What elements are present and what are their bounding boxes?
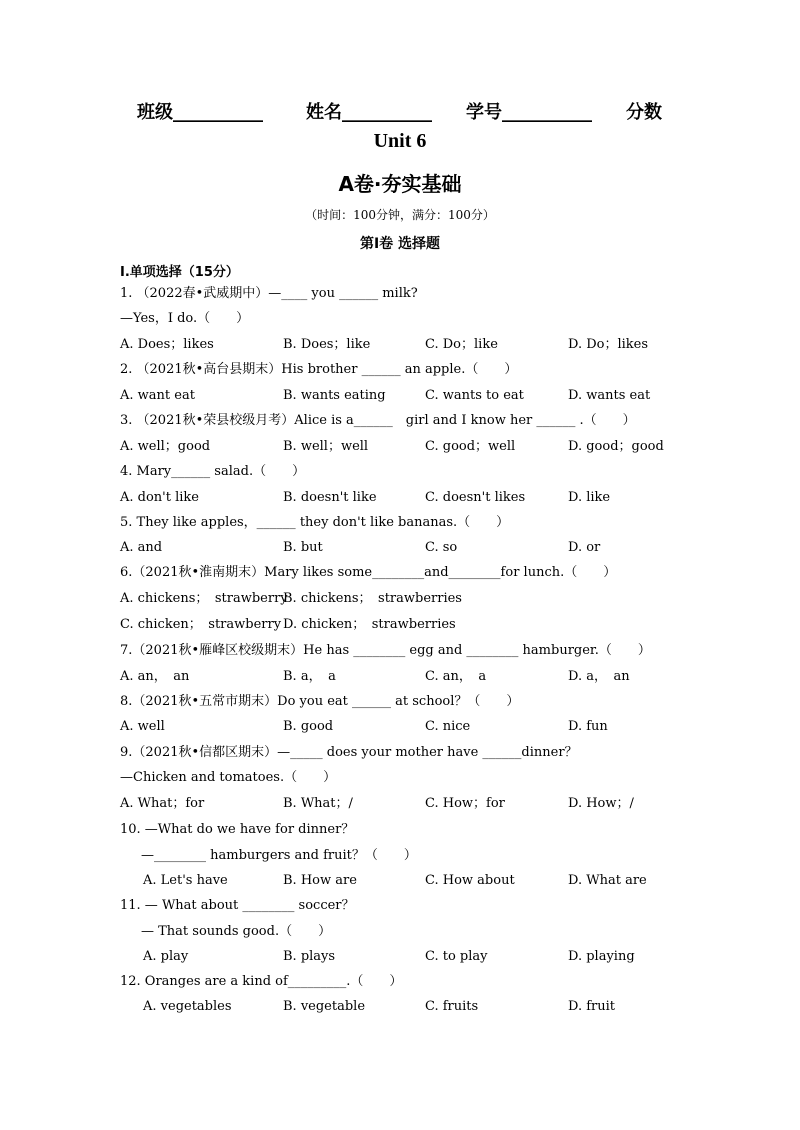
question-10-option-d[interactable]: D. What are [568, 873, 647, 888]
question-7-stem: 7.（2021秋•雁峰区校级期末）He has ________ egg and ________ hamburger.（ ） [120, 643, 651, 658]
question-11-option-d[interactable]: D. playing [568, 949, 635, 964]
question-2-option-a[interactable]: A. want eat [120, 388, 195, 403]
question-12-option-a[interactable]: A. vegetables [143, 999, 232, 1014]
name-field: 姓名__________ [306, 102, 432, 123]
question-8-stem: 8.（2021秋•五常市期末）Do you eat ______ at school？（ ） [120, 694, 520, 709]
question-1-stem: —Yes，I do.（ ） [120, 311, 250, 326]
question-1-option-b[interactable]: B. Does；like [283, 337, 371, 352]
class-field: 班级__________ [137, 102, 263, 123]
question-3-option-d[interactable]: D. good；good [568, 439, 664, 454]
question-1-option-a[interactable]: A. Does；likes [120, 337, 214, 352]
question-7-option-b[interactable]: B. a， a [283, 669, 336, 684]
question-3-stem: 3. （2021秋•荣县校级月考）Alice is a______ girl and I know her ______ .（ ） [120, 413, 636, 428]
question-6-stem: 6.（2021秋•淮南期末）Mary likes some________and________for lunch.（ ） [120, 565, 617, 580]
question-2-option-d[interactable]: D. wants eat [568, 388, 651, 403]
question-4-option-d[interactable]: D. like [568, 490, 611, 505]
question-12-option-b[interactable]: B. vegetable [283, 999, 366, 1014]
student-id-field: 学号__________ [466, 102, 592, 123]
question-6-option-c[interactable]: C. chicken； strawberry [120, 617, 282, 632]
question-7-option-d[interactable]: D. a， an [568, 669, 630, 684]
question-2-option-b[interactable]: B. wants eating [283, 388, 386, 403]
question-1-option-c[interactable]: C. Do；like [425, 337, 498, 352]
question-8-option-a[interactable]: A. well [120, 719, 165, 734]
question-10-option-c[interactable]: C. How about [425, 873, 515, 888]
question-6-option-d[interactable]: D. chicken； strawberries [283, 617, 456, 632]
section-title: I.单项选择（15分） [120, 265, 239, 280]
question-11-option-a[interactable]: A. play [143, 949, 189, 964]
question-9-stem: 9.（2021秋•信都区期末）—_____ does your mother have ______dinner？ [120, 745, 578, 760]
question-6-option-a[interactable]: A. chickens； strawberry [120, 591, 288, 606]
question-4-stem: 4. Mary______ salad.（ ） [120, 464, 306, 479]
question-6-option-b[interactable]: B. chickens； strawberries [283, 591, 462, 606]
time-note: （时间：100分钟，满分：100分） [305, 208, 495, 222]
question-11-option-c[interactable]: C. to play [425, 949, 488, 964]
question-8-option-c[interactable]: C. nice [425, 719, 471, 734]
question-5-option-a[interactable]: A. and [120, 540, 163, 555]
question-4-option-a[interactable]: A. don't like [120, 490, 199, 505]
question-3-option-b[interactable]: B. well；well [283, 439, 369, 454]
question-9-option-a[interactable]: A. What；for [120, 796, 205, 811]
page-subtitle: A卷·夯实基础 [338, 172, 462, 196]
question-5-stem: 5. They like apples，______ they don't like bananas.（ ） [120, 515, 510, 530]
question-5-option-b[interactable]: B. but [283, 540, 323, 555]
question-4-option-c[interactable]: C. doesn't likes [425, 490, 526, 505]
question-2-option-c[interactable]: C. wants to eat [425, 388, 524, 403]
question-4-option-b[interactable]: B. doesn't like [283, 490, 377, 505]
question-8-option-d[interactable]: D. fun [568, 719, 608, 734]
question-12-option-d[interactable]: D. fruit [568, 999, 616, 1014]
question-1-stem: 1. （2022春•武威期中）—____ you ______ milk? [120, 286, 418, 301]
question-7-option-a[interactable]: A. an， an [120, 669, 190, 684]
question-9-option-c[interactable]: C. How；for [425, 796, 505, 811]
question-10-option-b[interactable]: B. How are [283, 873, 357, 888]
question-11-stem: 11. — What about ________ soccer？ [120, 898, 355, 913]
question-7-option-c[interactable]: C. an， a [425, 669, 487, 684]
question-9-stem: —Chicken and tomatoes.（ ） [120, 770, 337, 785]
volume-title: 第Ⅰ卷 选择题 [359, 236, 441, 252]
page-title: Unit 6 [373, 130, 427, 152]
question-10-stem: —________ hamburgers and fruit？（ ） [128, 848, 417, 863]
question-3-option-a[interactable]: A. well；good [120, 439, 211, 454]
question-9-option-d[interactable]: D. How；/ [568, 796, 634, 811]
question-10-option-a[interactable]: A. Let's have [143, 873, 228, 888]
question-2-stem: 2. （2021秋•高台县期末）His brother ______ an apple.（ ） [120, 362, 518, 377]
question-9-option-b[interactable]: B. What；/ [283, 796, 353, 811]
question-3-option-c[interactable]: C. good；well [425, 439, 516, 454]
question-12-stem: 12. Oranges are a kind of_________.（ ） [120, 974, 403, 989]
score-field: 分数 [626, 102, 662, 123]
question-5-option-d[interactable]: D. or [568, 540, 601, 555]
question-10-stem: 10. —What do we have for dinner？ [120, 822, 355, 837]
question-1-option-d[interactable]: D. Do；likes [568, 337, 649, 352]
question-5-option-c[interactable]: C. so [425, 540, 458, 555]
question-11-option-b[interactable]: B. plays [283, 949, 336, 964]
question-8-option-b[interactable]: B. good [283, 719, 334, 734]
question-12-option-c[interactable]: C. fruits [425, 999, 479, 1014]
question-11-stem: — That sounds good.（ ） [128, 924, 332, 939]
